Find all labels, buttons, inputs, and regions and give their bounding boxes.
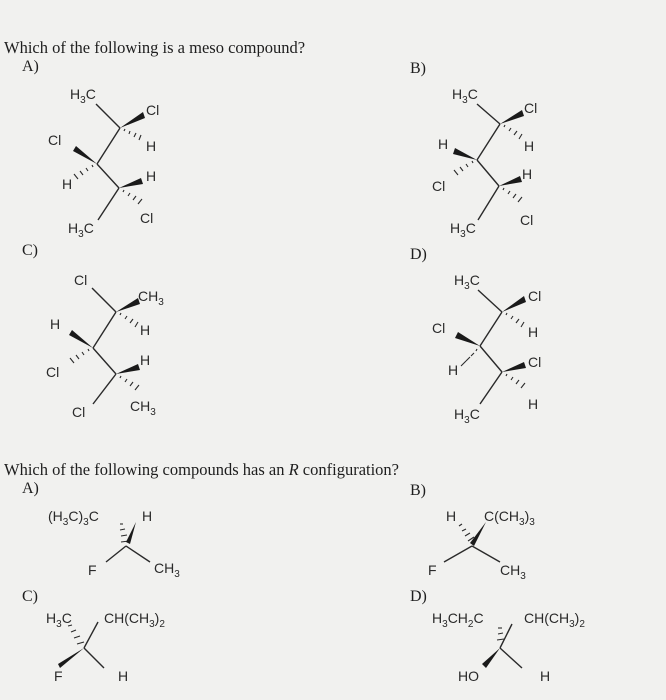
q1b-top-group: $H_3C$ — [452, 86, 478, 106]
q1a-top-group: $H_3C$ — [70, 86, 96, 106]
q1a-h-1: H — [146, 138, 157, 154]
q1a-left-2: H — [62, 176, 73, 192]
q1c-left-1: H — [50, 316, 61, 332]
q2c-bottom-right: H — [118, 668, 129, 684]
q1c-h-1: H — [140, 322, 151, 338]
q1c-left-2: Cl — [46, 364, 60, 380]
q1d-right-1: Cl — [528, 288, 542, 304]
q1d-h-1: H — [528, 324, 539, 340]
structure-q1-c — [69, 288, 140, 404]
q2a-bottom-right: $CH_3$ — [154, 560, 180, 580]
q2b-top-right: $C(CH_3)_3$ — [484, 508, 535, 528]
q1d-right-3: H — [528, 396, 539, 412]
q1b-bottom-group: $H_3C$ — [450, 220, 476, 240]
q1d-top-group: $H_3C$ — [454, 272, 480, 292]
q2d-bottom-right: H — [540, 668, 551, 684]
q1d-left-1: Cl — [432, 320, 446, 336]
q1d-left-2: H — [448, 362, 459, 378]
q1a-left-1: Cl — [48, 132, 62, 148]
q1-option-a-label[interactable]: A) — [22, 58, 39, 75]
q1b-left-2: Cl — [432, 178, 446, 194]
q1b-h-1: H — [524, 138, 535, 154]
q1a-right-2: Cl — [140, 210, 154, 226]
q1b-right-3: Cl — [520, 212, 534, 228]
structure-q1-d — [455, 290, 526, 404]
q1a-h-2: H — [146, 168, 157, 184]
q2-option-a-label[interactable]: A) — [22, 480, 39, 497]
q2-option-b-label[interactable]: B) — [410, 482, 426, 499]
q2d-bottom-left: HO — [458, 668, 479, 684]
q2c-top-right: $CH(CH_3)_2$ — [104, 610, 165, 630]
q2-option-c-label[interactable]: C) — [22, 588, 38, 605]
q2c-top-left: $H_3C$ — [46, 610, 72, 630]
q1b-right-1: Cl — [524, 100, 538, 116]
q2d-top-right: $CH(CH_3)_2$ — [524, 610, 585, 630]
q1c-right-2: $CH_3$ — [130, 398, 156, 418]
q1d-right-2: Cl — [528, 354, 542, 370]
q1c-bottom-group: Cl — [72, 404, 86, 420]
structure-q1-a — [73, 104, 145, 220]
q1c-right-1: $CH_3$ — [138, 288, 164, 308]
q1a-bottom-group: $H_3C$ — [68, 220, 94, 240]
q2d-top-left: $H_3CH_2C$ — [432, 610, 484, 630]
question-2-suffix: configuration? — [302, 460, 400, 479]
q1c-top-group: Cl — [74, 272, 88, 288]
structure-q2-d — [482, 624, 522, 668]
q2a-top-right: H — [142, 508, 153, 524]
q2a-bottom-left: F — [88, 562, 97, 578]
q1d-bottom-group: $H_3C$ — [454, 406, 480, 426]
q1c-h-2: H — [140, 352, 151, 368]
q1-option-c-label[interactable]: C) — [22, 242, 38, 259]
question-2-letter: R — [288, 460, 299, 479]
question-1-text: Which of the following is a meso compound? — [4, 38, 306, 57]
q2b-top-left: H — [446, 508, 457, 524]
q1-option-b-label[interactable]: B) — [410, 60, 426, 77]
structure-q1-b — [453, 104, 524, 220]
q1b-left-1: H — [438, 136, 449, 152]
q2b-bottom-left: F — [428, 562, 437, 578]
q2b-bottom-right: $CH_3$ — [500, 562, 526, 582]
q1b-right-2: H — [522, 166, 533, 182]
structure-q2-b — [444, 522, 500, 562]
structure-q2-a — [106, 522, 150, 562]
q1-option-d-label[interactable]: D) — [410, 246, 427, 263]
question-2-prefix: Which of the following compounds has an — [4, 460, 285, 479]
q1a-right-1: Cl — [146, 102, 160, 118]
q2c-bottom-left: F — [54, 668, 63, 684]
q2-option-d-label[interactable]: D) — [410, 588, 427, 605]
q2a-top-left: $(H_3C)_3C$ — [48, 508, 99, 528]
